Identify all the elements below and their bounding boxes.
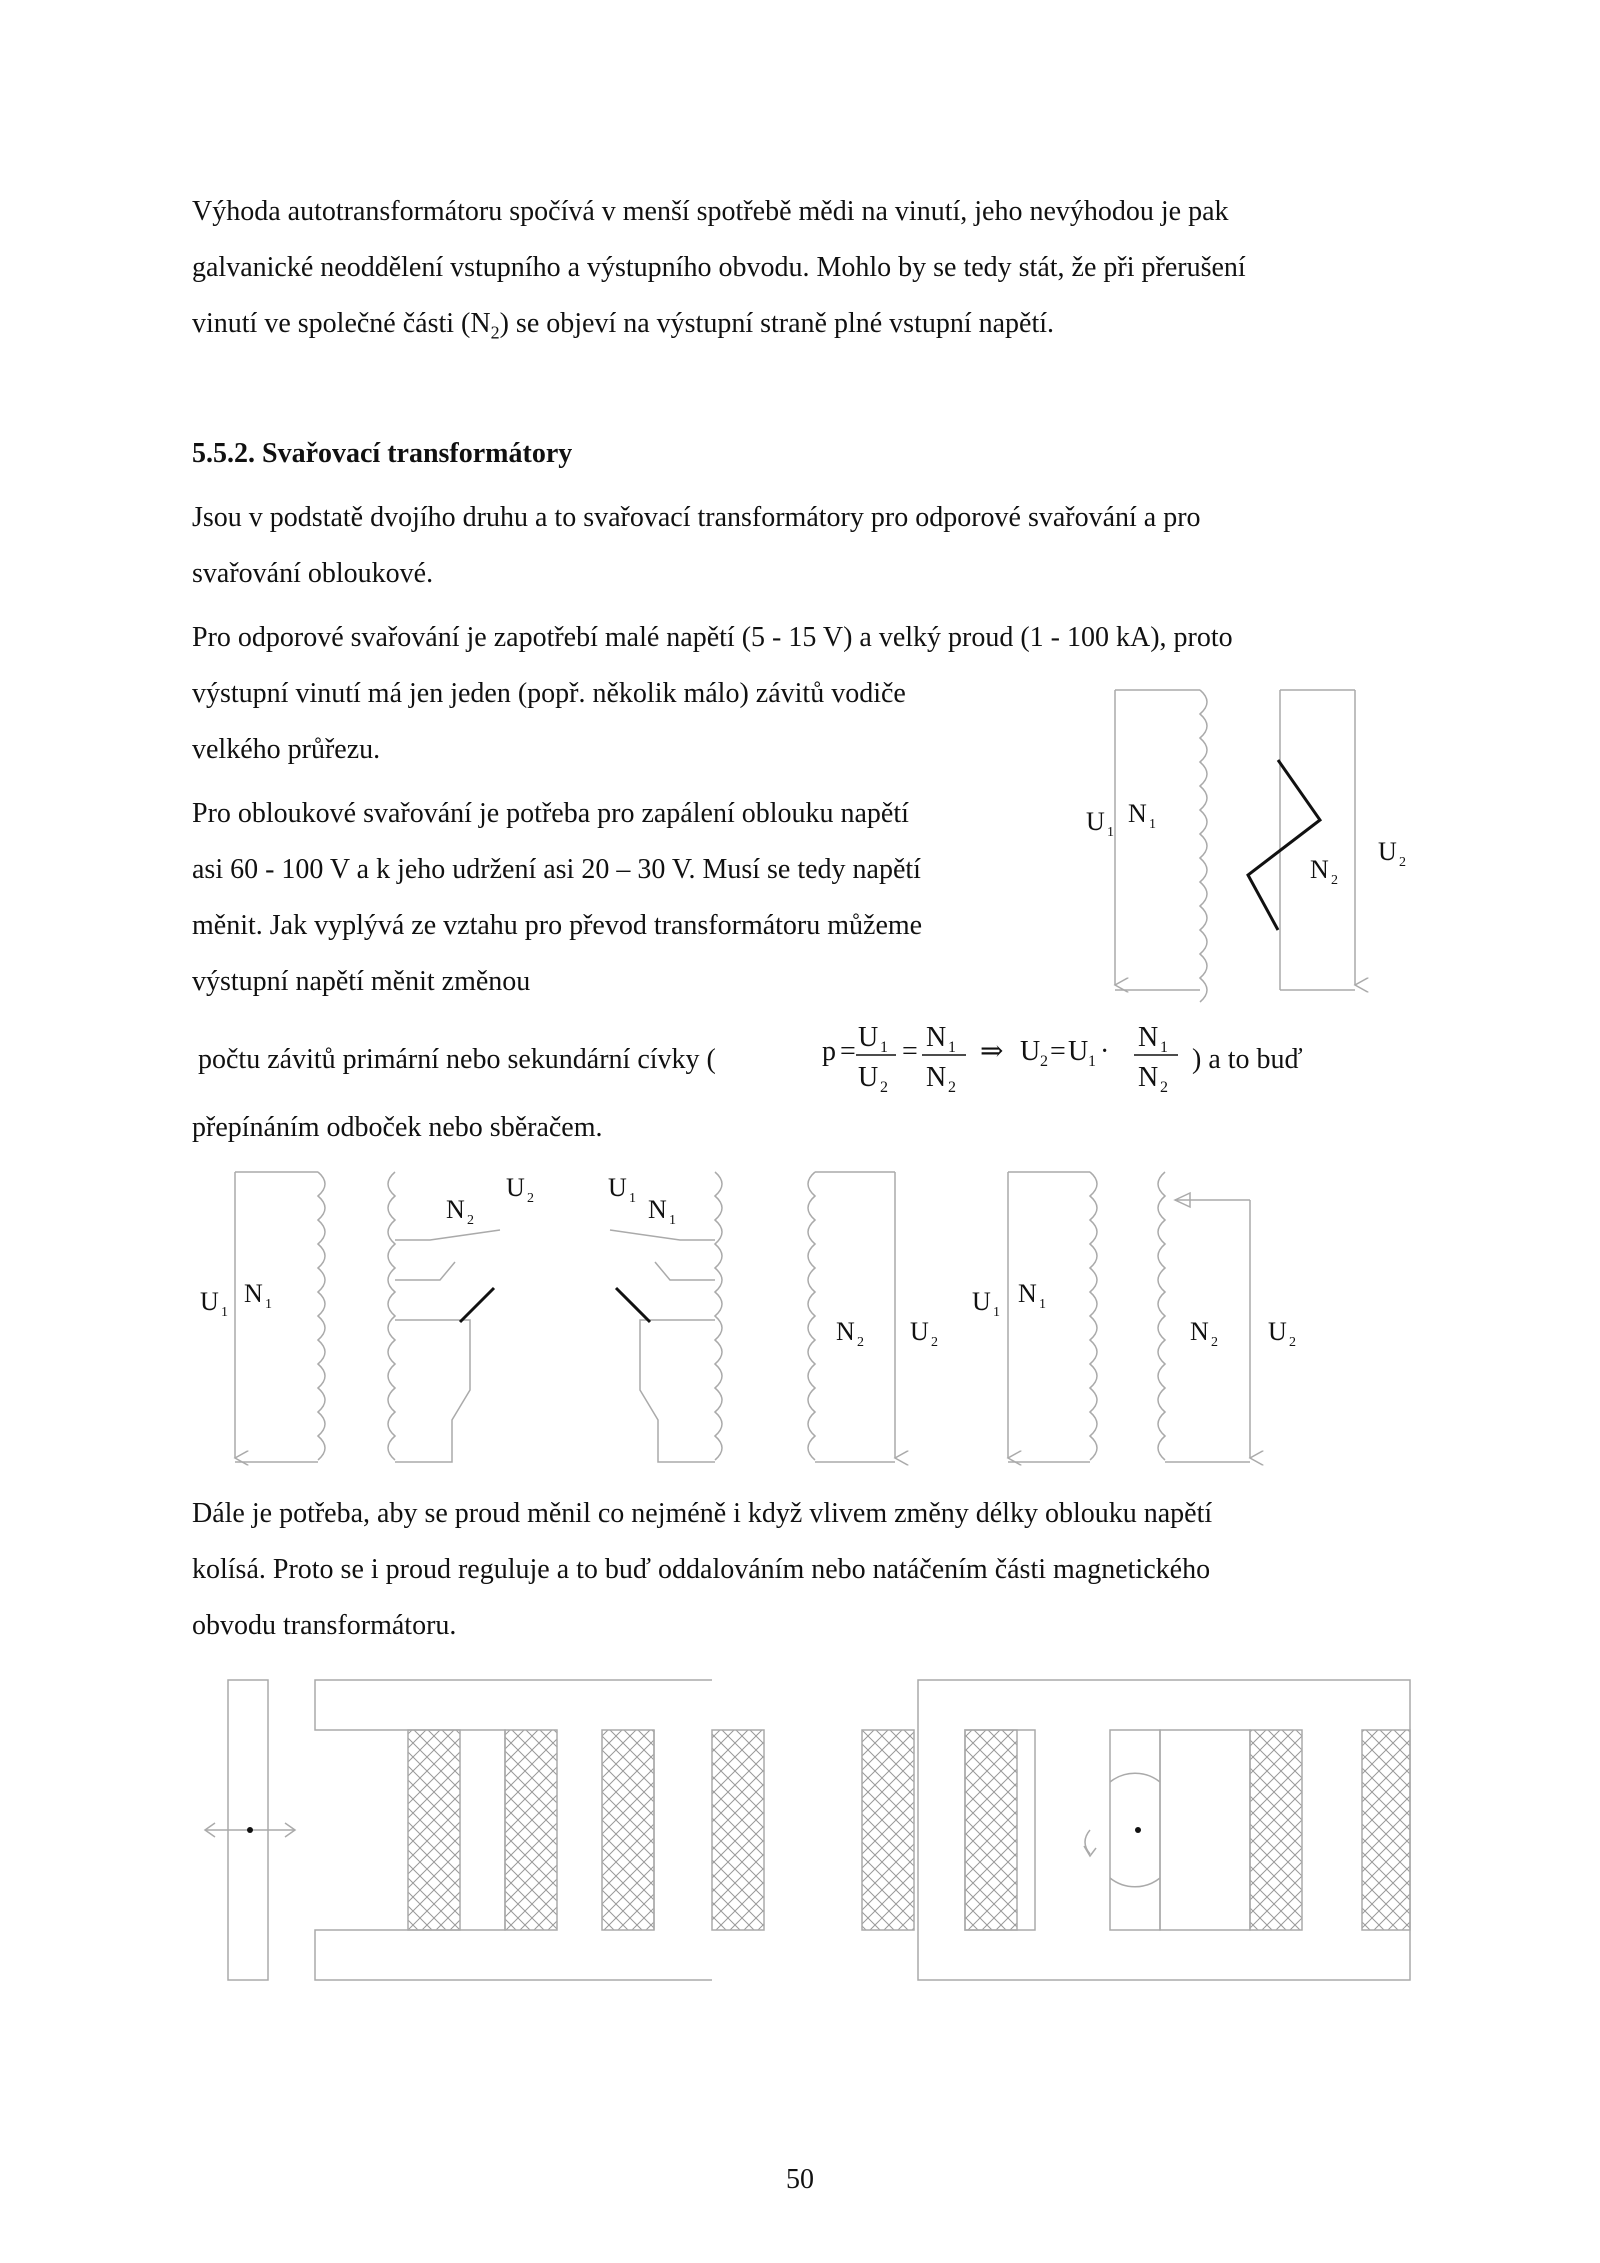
label-N1: N <box>1018 1279 1037 1308</box>
winding-section <box>505 1730 557 1930</box>
label-sub: 2 <box>527 1191 534 1206</box>
paragraph-resistance-line-2: výstupní vinutí má jen jeden (popř. několik málo) závitů vodiče <box>192 678 906 709</box>
paragraph-autotransformer-line-2: galvanické neoddělení vstupního a výstupního obvodu. Mohlo by se tedy stát, že při přerušení <box>192 252 1246 283</box>
rotation-arc <box>1110 1773 1160 1782</box>
secondary-winding <box>1248 760 1320 930</box>
paragraph-resistance-line-1: Pro odporové svařování je zapotřebí malé napětí (5 - 15 V) a velký proud (1 - 100 kA), proto <box>192 622 1233 653</box>
fraction-num-N: N <box>1138 1022 1159 1053</box>
label-U1: U <box>608 1173 627 1202</box>
tap-selector <box>616 1288 650 1322</box>
label-U2: U <box>1268 1317 1287 1346</box>
tap-wire <box>610 1230 715 1240</box>
paragraph-current-line-2: kolísá. Proto se i proud reguluje a to buď oddalováním nebo natáčením části magnetického <box>192 1554 1211 1585</box>
label-N1: N <box>648 1195 667 1224</box>
fraction-den-U: U <box>858 1062 879 1093</box>
pivot-dot <box>1135 1827 1141 1833</box>
page-number: 50 <box>786 2164 814 2195</box>
winding-section <box>862 1730 914 1930</box>
label-sub: 2 <box>857 1335 864 1350</box>
label-U2: U <box>910 1317 929 1346</box>
label-N2: N <box>836 1317 855 1346</box>
winding-section <box>1250 1730 1302 1930</box>
label-sub: 1 <box>221 1305 228 1320</box>
label-sub: 2 <box>1399 855 1406 870</box>
label-sub: 1 <box>669 1213 676 1228</box>
winding-section <box>965 1730 1017 1930</box>
section-heading: 5.5.2. Svařovací transformátory <box>192 438 573 469</box>
secondary-coil <box>715 1172 722 1460</box>
tap-wire <box>640 1320 715 1462</box>
tap-switching-diagram <box>235 1172 1250 1462</box>
formula-prefix: počtu závitů primární nebo sekundární cívky ( <box>198 1044 716 1075</box>
fraction-den-sub: 2 <box>1160 1079 1168 1096</box>
paragraph-arc-line-3: měnit. Jak vyplývá ze vztahu pro převod transformátoru můžeme <box>192 910 923 941</box>
formula-sub: 2 <box>1040 1053 1048 1070</box>
formula-implies: ⇒ <box>980 1036 1004 1067</box>
fraction-den-N: N <box>926 1062 947 1093</box>
label-N1: N <box>1128 799 1147 828</box>
core-window <box>1160 1730 1250 1930</box>
formula-equals: = <box>840 1036 856 1067</box>
paragraph-arc-line-4: výstupní napětí měnit změnou <box>192 966 531 997</box>
text-run: ) se objeví na výstupní straně plné vstupní napětí. <box>499 308 1055 339</box>
formula-fraction-group <box>822 1022 1178 1096</box>
label-U1: U <box>200 1287 219 1316</box>
winding-section <box>408 1730 460 1930</box>
formula-U2: U <box>1020 1036 1041 1067</box>
formula-U1: U <box>1068 1036 1089 1067</box>
fraction-den-sub: 2 <box>948 1079 956 1096</box>
tap-wire <box>655 1262 715 1280</box>
fraction-num-U: U <box>858 1022 879 1053</box>
paragraph-autotransformer-line-1: Výhoda autotransformátoru spočívá v menší spotřebě mědi na vinutí, jeho nevýhodou je pak <box>192 196 1229 227</box>
fraction-num-sub: 1 <box>948 1039 956 1056</box>
resistance-welding-transformer-diagram <box>1115 690 1355 1002</box>
formula-suffix: ) a to buď <box>1192 1044 1303 1075</box>
winding-section <box>602 1730 654 1930</box>
label-U1: U <box>1086 807 1105 836</box>
label-sub: 1 <box>629 1191 636 1206</box>
secondary-coil <box>808 1172 815 1460</box>
label-N2: N <box>1190 1317 1209 1346</box>
paragraph-current-line-3: obvodu transformátoru. <box>192 1610 457 1641</box>
paragraph-current-line-1: Dále je potřeba, aby se proud měnil co nejméně i když vlivem změny délky oblouku napětí <box>192 1498 1213 1529</box>
label-sub: 2 <box>1289 1335 1296 1350</box>
fraction-den-sub: 2 <box>880 1079 888 1096</box>
primary-coil <box>318 1172 325 1460</box>
resistance-diagram-labels <box>1086 799 1406 888</box>
label-N2: N <box>1310 855 1329 884</box>
text-run: vinutí ve společné části (N <box>192 308 491 339</box>
magnetic-circuit-diagrams <box>205 1680 1410 1980</box>
secondary-coil <box>1158 1172 1165 1460</box>
label-sub: 1 <box>993 1305 1000 1320</box>
rotation-arc <box>1110 1878 1160 1887</box>
fraction-den-N: N <box>1138 1062 1159 1093</box>
tap-wire <box>395 1230 500 1240</box>
label-U1: U <box>972 1287 991 1316</box>
label-sub: 2 <box>467 1213 474 1228</box>
label-U2: U <box>506 1173 525 1202</box>
label-N1: N <box>244 1279 263 1308</box>
paragraph-arc-line-1: Pro obloukové svařování je potřeba pro zapálení oblouku napětí <box>192 798 909 829</box>
primary-coil <box>1200 690 1207 1002</box>
paragraph-types-line-1: Jsou v podstatě dvojího druhu a to svařovací transformátory pro odporové svařování a pro <box>192 502 1201 533</box>
tap-wire <box>395 1320 470 1462</box>
formula-equals: = <box>902 1036 918 1067</box>
winding-section <box>1362 1730 1410 1930</box>
paragraph-types-line-2: svařování obloukové. <box>192 558 434 589</box>
winding-section <box>712 1730 764 1930</box>
tap-diagram-labels <box>200 1173 1296 1350</box>
label-sub: 2 <box>931 1335 938 1350</box>
tap-selector <box>460 1288 494 1322</box>
fraction-num-sub: 1 <box>1160 1039 1168 1056</box>
formula-end-line: přepínáním odboček nebo sběračem. <box>192 1112 603 1143</box>
label-sub: 1 <box>1149 817 1156 832</box>
label-U2: U <box>1378 837 1397 866</box>
pivot-dot <box>247 1827 253 1833</box>
label-sub: 1 <box>1039 1297 1046 1312</box>
label-sub: 1 <box>265 1297 272 1312</box>
formula-p: p <box>822 1036 836 1067</box>
tap-wire <box>395 1262 455 1280</box>
subscript: 2 <box>490 322 500 343</box>
fraction-num-N: N <box>926 1022 947 1053</box>
paragraph-arc-line-2: asi 60 - 100 V a k jeho udržení asi 20 – 30 V. Musí se tedy napětí <box>192 854 921 885</box>
secondary-coil <box>388 1172 395 1460</box>
formula-equals: = <box>1050 1036 1066 1067</box>
formula-sub: 1 <box>1088 1053 1096 1070</box>
label-N2: N <box>446 1195 465 1224</box>
primary-coil <box>1090 1172 1097 1460</box>
label-sub: 1 <box>1107 825 1114 840</box>
label-sub: 2 <box>1331 873 1338 888</box>
paragraph-resistance-line-3: velkého průřezu. <box>192 734 381 765</box>
formula-dot: · <box>1100 1036 1110 1067</box>
label-sub: 2 <box>1211 1335 1218 1350</box>
fraction-num-sub: 1 <box>880 1039 888 1056</box>
